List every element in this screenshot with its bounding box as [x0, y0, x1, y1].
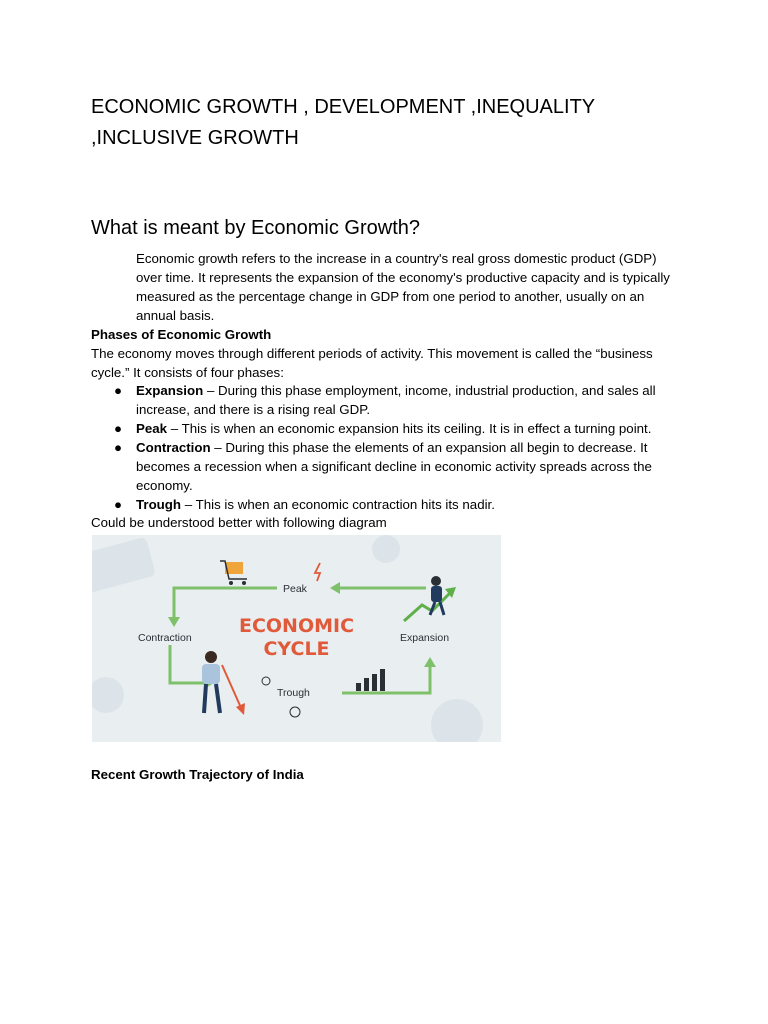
bar-chart-icon — [356, 669, 385, 691]
label-expansion: Expansion — [400, 632, 450, 644]
intro-paragraph: Economic growth refers to the increase in a country's real gross domestic product (GDP) over time. It represents the expansion of the economy's productive capacity and is typically measured as the percentage change in GDP from one period to another, usually on an annual basis. — [136, 251, 670, 323]
phase-text: – During this phase the elements of an expansion all begin to decrease. It becomes a recession when a significant decline in economic activity spreads across the economy. — [136, 440, 652, 493]
coin-icon — [262, 677, 270, 685]
phase-term: Peak — [136, 421, 168, 436]
label-peak: Peak — [283, 583, 307, 595]
arrowhead-left-icon — [330, 582, 340, 594]
phase-term: Trough — [136, 497, 182, 512]
phases-heading: Phases of Economic Growth — [91, 327, 272, 342]
phase-text: – This is when an economic expansion hits its ceiling. It is in effect a turning point. — [167, 421, 652, 436]
bullet-icon: ● — [114, 421, 123, 436]
bullet-icon: ● — [114, 497, 123, 512]
business-cycle-paragraph: The economy moves through different periods of activity. This movement is called the “business cycle.” It consists of four phases: — [91, 346, 653, 380]
list-item — [91, 495, 681, 514]
arrow-top-left — [174, 588, 277, 617]
phase-text: – This is when an economic contraction hits its nadir. — [181, 497, 495, 512]
bullet-icon: ● — [114, 383, 123, 398]
bullet-icon: ● — [114, 440, 123, 455]
arrow-bottom-right — [342, 667, 430, 693]
coin-decoration-icon — [372, 535, 400, 563]
shopping-cart-icon — [220, 561, 247, 585]
cycle-title-line2: CYCLE — [263, 638, 330, 660]
list-item — [91, 381, 681, 419]
diagram-intro: Could be understood better with following diagram — [91, 515, 387, 530]
section-heading: What is meant by Economic Growth? — [91, 217, 421, 239]
phase-text: – During this phase employment, income, industrial production, and sales all increase, and there is a rising real GDP. — [136, 383, 656, 417]
phase-term: Contraction — [136, 440, 211, 455]
list-item — [91, 438, 681, 495]
gear-decoration-icon — [431, 699, 483, 742]
document-title: ECONOMIC GROWTH , DEVELOPMENT ,INEQUALITY ,INCLUSIVE GROWTH — [91, 96, 595, 149]
label-trough: Trough — [277, 687, 310, 699]
label-contraction: Contraction — [138, 632, 192, 644]
phases-list — [91, 381, 681, 514]
list-item — [91, 419, 681, 438]
coin-icon — [290, 707, 300, 717]
economic-cycle-diagram — [92, 535, 501, 742]
phase-term: Expansion — [136, 383, 204, 398]
recent-growth-heading: Recent Growth Trajectory of India — [91, 767, 304, 782]
coin-decoration-icon — [92, 677, 124, 713]
cycle-title-line1: ECONOMIC — [238, 615, 355, 637]
card-decoration-icon — [92, 537, 156, 594]
lightning-icon — [315, 563, 320, 581]
